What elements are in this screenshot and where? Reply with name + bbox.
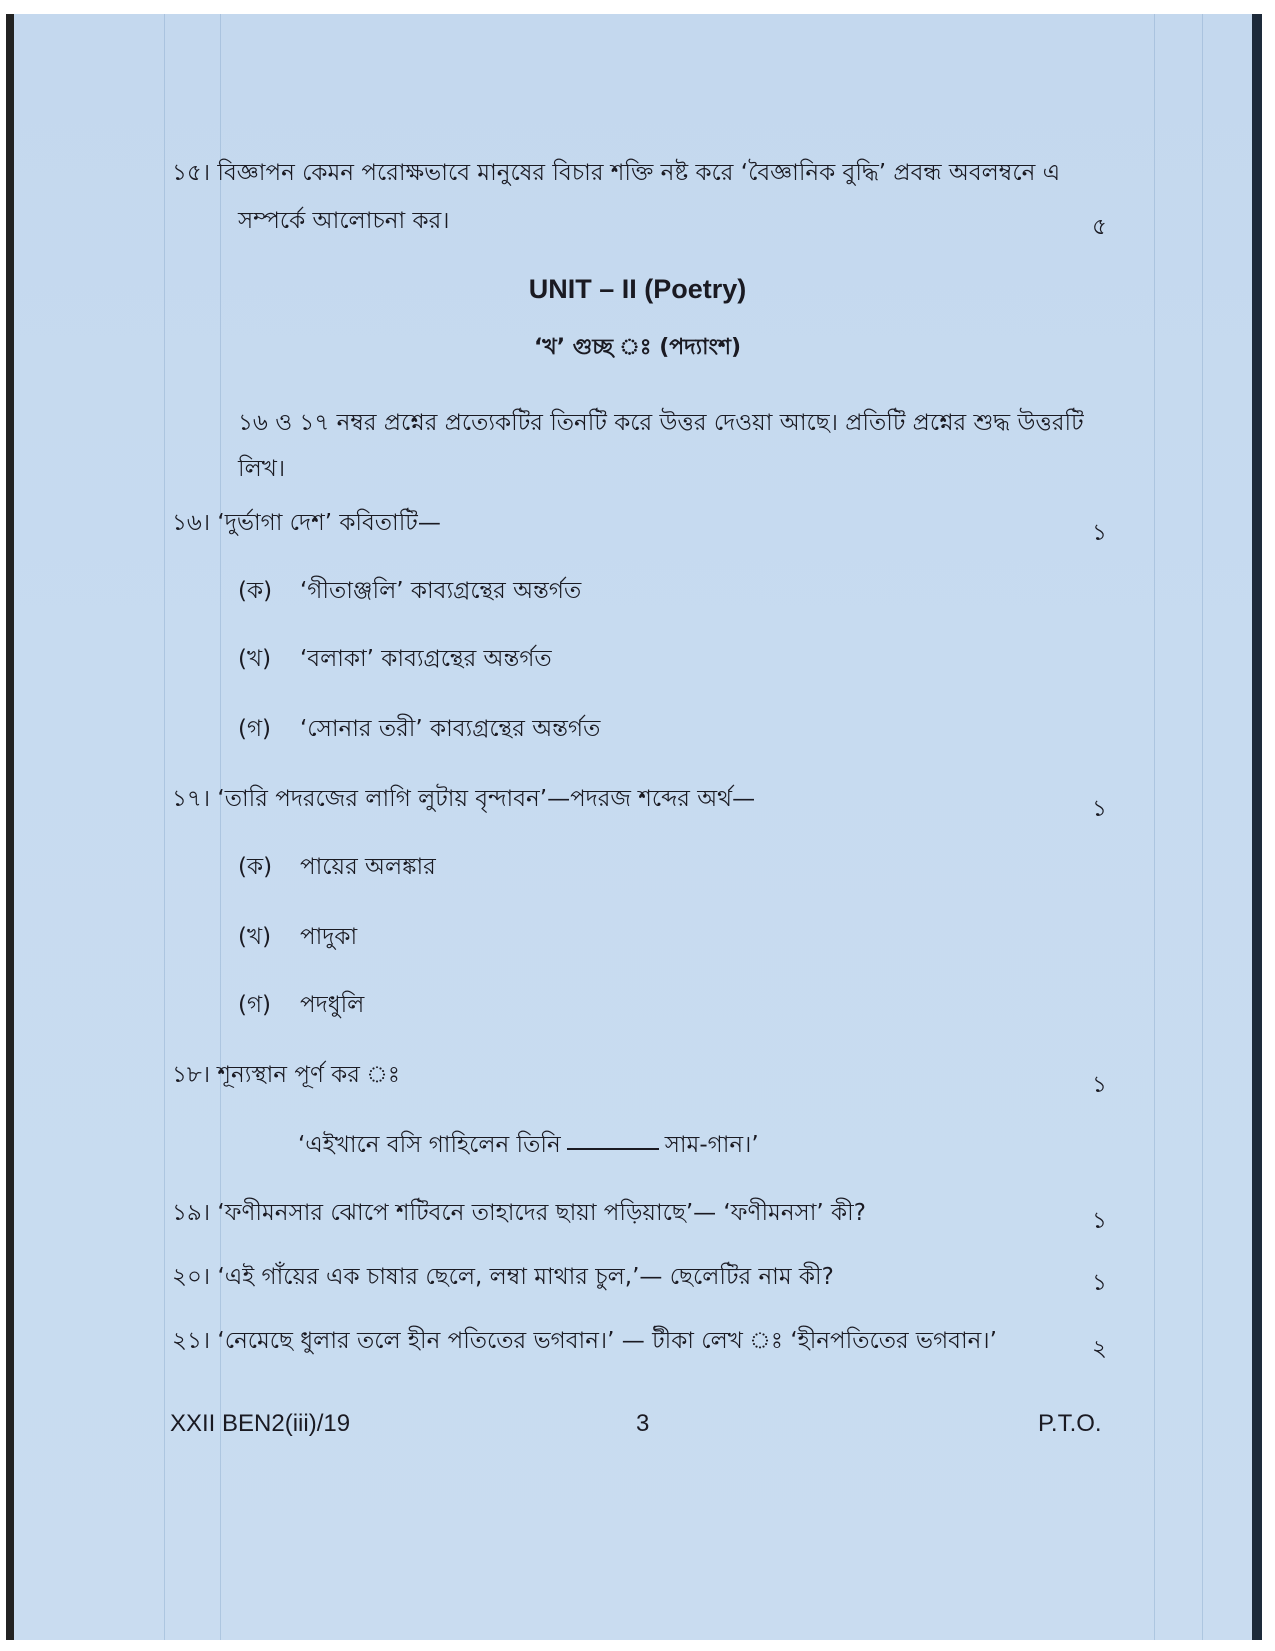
question-text: ‘এই গাঁয়ের এক চাষার ছেলে, লম্বা মাথার চুল,’— ছেলেটির নাম কী? (217, 1264, 834, 1290)
rule-line (164, 14, 165, 1640)
scanned-page (6, 14, 1262, 1640)
unit-title: UNIT – II (Poetry) (528, 274, 747, 304)
option-label: (গ) (238, 992, 272, 1018)
question-21 (172, 1326, 997, 1356)
option-text: ‘সোনার তরী’ কাব্যগ্রন্থের অন্তর্গত (300, 716, 601, 742)
question-number: ২০। (172, 1264, 211, 1290)
rule-line (1202, 14, 1203, 1640)
question-text: ‘নেমেছে ধুলার তলে হীন পতিতের ভগবান।’ — টীকা লেখ ঃ ‘হীনপতিতের ভগবান।’ (217, 1328, 997, 1354)
marks: ২ (1092, 1336, 1107, 1362)
option-text: ‘বলাকা’ কাব্যগ্রন্থের অন্তর্গত (300, 646, 552, 672)
question-number: ১৬। (172, 510, 211, 536)
option-kha (238, 644, 552, 674)
question-19 (172, 1198, 866, 1228)
instruction-line-1: ১৬ ও ১৭ নম্বর প্রশ্নের প্রত্যেকটির তিনটি করে উত্তর দেওয়া আছে। প্রতিটি প্রশ্নের শুদ্ধ উত্তরটি (238, 410, 1084, 436)
option-label: (গ) (238, 716, 272, 742)
marks: ১ (1092, 796, 1107, 822)
question-text: ‘তারি পদরজের লাগি লুটায় বৃন্দাবন’—পদরজ শব্দের অর্থ— (217, 786, 756, 812)
marks: ৫ (1092, 214, 1107, 240)
question-15-continued: সম্পর্কে আলোচনা কর। (238, 208, 450, 234)
group-title: ‘খ’ গুচ্ছ ঃ (পদ্যাংশ) (533, 335, 742, 360)
option-text: পাদুকা (300, 924, 358, 950)
question-20 (172, 1262, 834, 1292)
option-text: পায়ের অলঙ্কার (300, 854, 436, 880)
question-text: ‘ফণীমনসার ঝোপে শটিবনে তাহাদের ছায়া পড়িয়াছে’— ‘ফণীমনসা’ কী? (217, 1200, 866, 1226)
instruction-line-2: লিখ। (238, 456, 286, 482)
option-text: ‘গীতাঞ্জলি’ কাব্যগ্রন্থের অন্তর্গত (300, 578, 582, 604)
question-text: শূন্যস্থান পূর্ণ কর ঃ (217, 1062, 401, 1088)
option-label: (খ) (238, 646, 272, 672)
question-number: ১৯। (172, 1200, 211, 1226)
option-ga (238, 714, 600, 744)
marks: ১ (1092, 520, 1107, 546)
rule-line (220, 14, 221, 1640)
question-text: ‘দুর্ভাগা দেশ’ কবিতাটি— (217, 510, 441, 536)
option-ka (238, 576, 581, 606)
question-18 (172, 1060, 400, 1090)
question-number: ১৫। (172, 160, 211, 186)
question-16 (172, 508, 441, 538)
option-label: (খ) (238, 924, 272, 950)
page-number: 3 (636, 1410, 650, 1437)
option-label: (ক) (238, 854, 273, 880)
pto-label: P.T.O. (1038, 1410, 1102, 1437)
marks: ১ (1092, 1072, 1107, 1098)
fill-in-quote (298, 1130, 759, 1160)
paper-code: XXII BEN2(iii)/19 (170, 1410, 351, 1437)
question-number: ১৮। (172, 1062, 211, 1088)
option-text: পদধুলি (300, 992, 365, 1018)
question-number: ২১। (172, 1328, 211, 1354)
scan-left-edge (6, 14, 14, 1640)
question-15 (172, 158, 1060, 188)
scan-right-edge (1252, 14, 1262, 1640)
rule-line (1154, 14, 1155, 1640)
option-ka (238, 852, 436, 882)
question-number: ১৭। (172, 786, 211, 812)
quote-text: ‘এইখানে বসি গাহিলেন তিনি (298, 1132, 561, 1158)
blank-line (567, 1148, 659, 1150)
marks: ১ (1092, 1208, 1107, 1234)
option-ga (238, 990, 364, 1020)
marks: ১ (1092, 1270, 1107, 1296)
question-text: বিজ্ঞাপন কেমন পরোক্ষভাবে মানুষের বিচার শক্তি নষ্ট করে ‘বৈজ্ঞানিক বুদ্ধি’ প্রবন্ধ অবলম্বনে এ (217, 160, 1061, 186)
quote-text: সাম-গান।’ (664, 1132, 759, 1158)
option-label: (ক) (238, 578, 273, 604)
option-kha (238, 922, 357, 952)
question-17 (172, 784, 755, 814)
